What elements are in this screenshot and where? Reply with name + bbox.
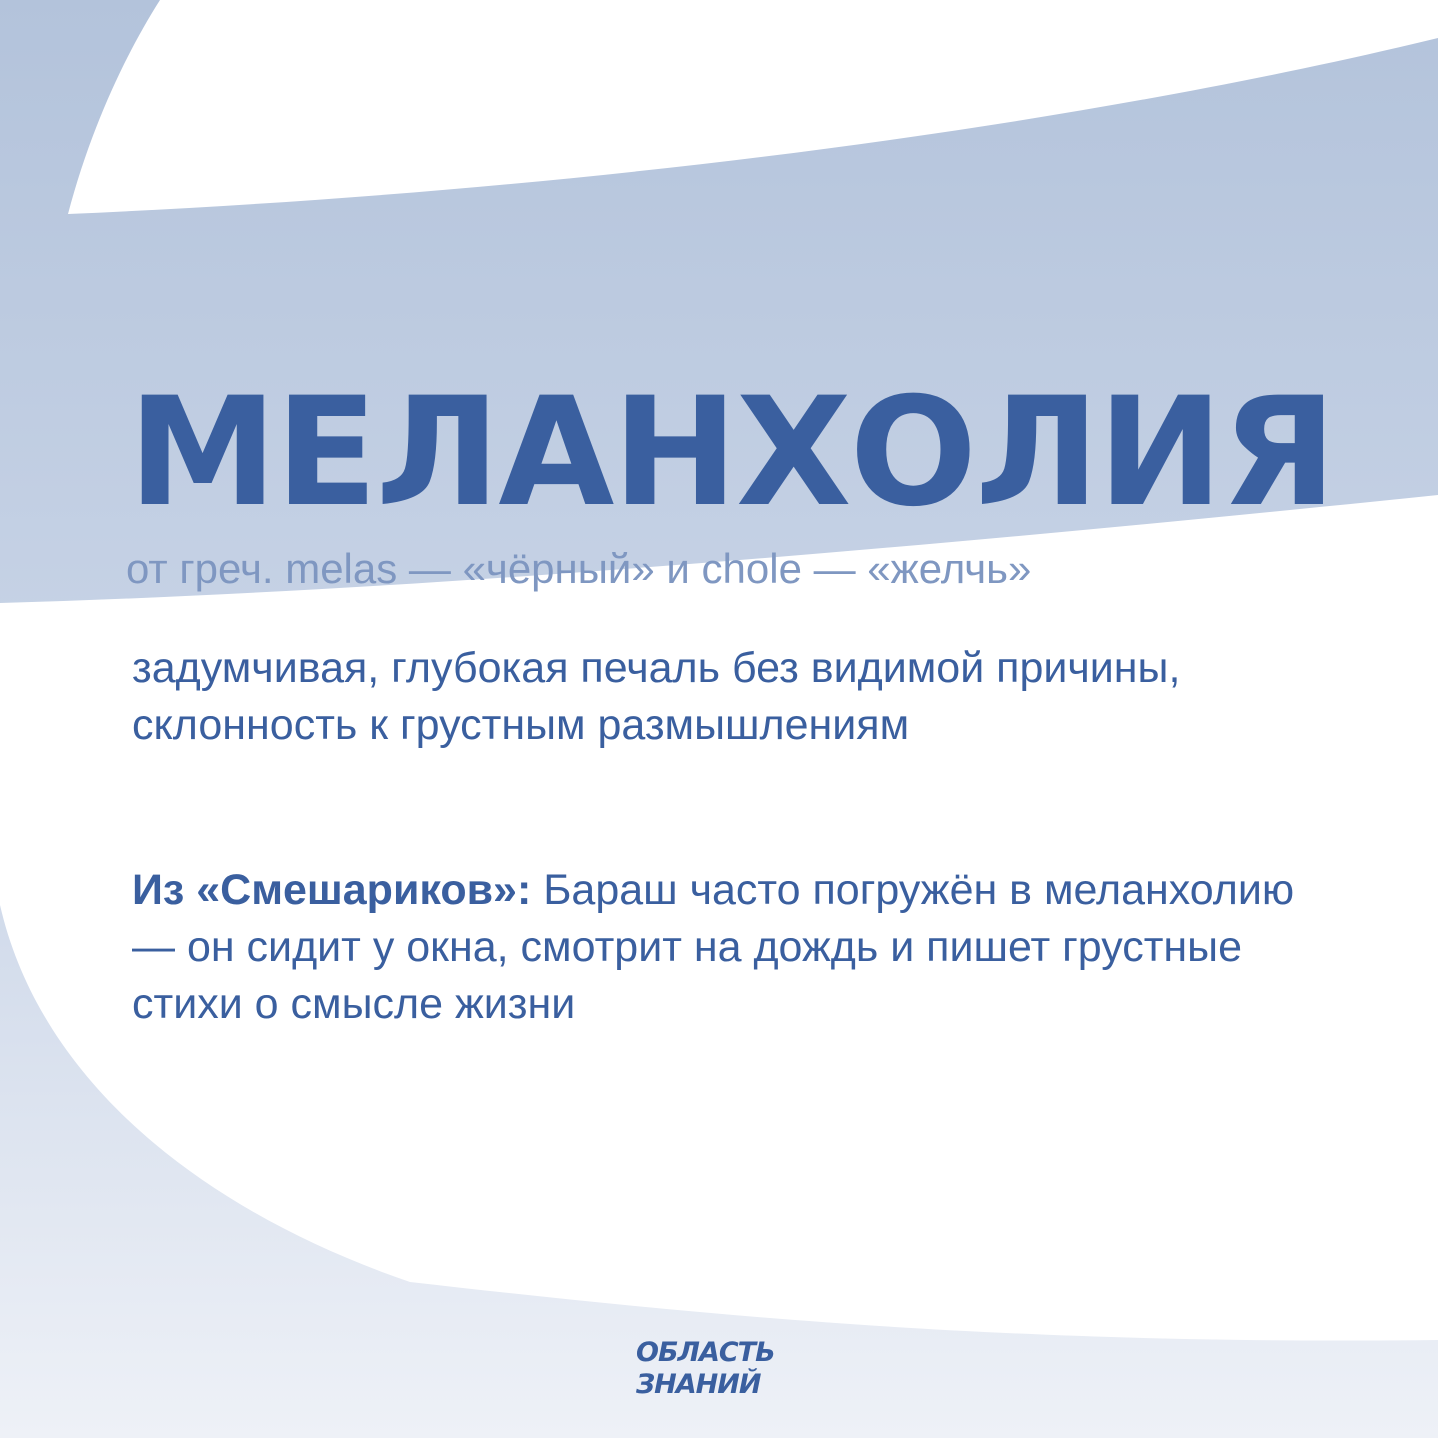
- example-paragraph: [132, 862, 1332, 1033]
- term-title: МЕЛАНХОЛИЯ: [128, 366, 1335, 540]
- logo-line-1: ОБЛАСТЬ: [636, 1337, 775, 1368]
- etymology-text: от греч. melas — «чёрный» и chole — «желчь»: [126, 545, 1032, 592]
- example-label: Из «Смешариков»:: [132, 866, 532, 914]
- brand-logo: [636, 1337, 816, 1401]
- definition-text: задумчивая, глубокая печаль без видимой причины, склонность к грустным размышлениям: [132, 644, 1181, 749]
- logo-line-2: ЗНАНИЙ: [636, 1369, 761, 1400]
- example-text: Бараш часто погружён в меланхолию — он сидит у окна, смотрит на дождь и пишет грустные стихи о смысле жизни: [132, 866, 1295, 1028]
